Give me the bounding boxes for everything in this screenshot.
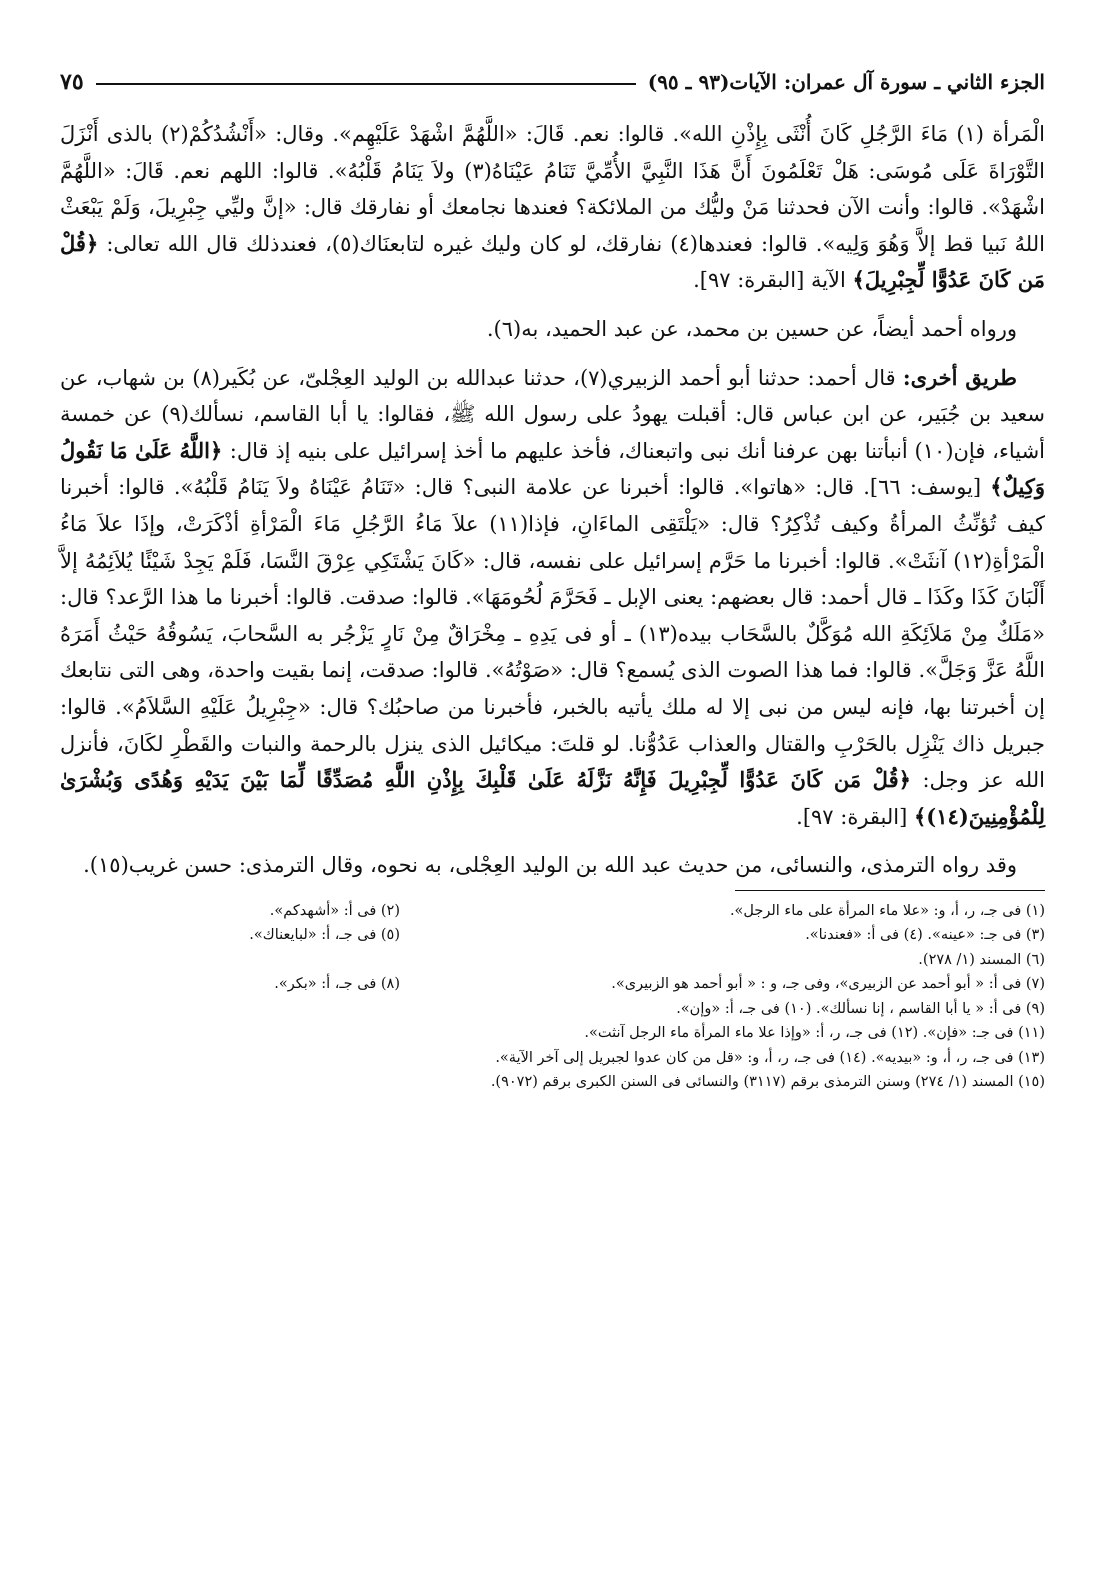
footnote <box>60 997 400 1022</box>
paragraph-text: ورواه أحمد أيضاً، عن حسين بن محمد، عن عبد الحميد، به(٦). <box>486 316 1017 341</box>
footnote <box>60 1021 400 1046</box>
paragraph-1 <box>60 116 1045 299</box>
book-page <box>60 62 1045 1095</box>
footnote-row <box>60 997 1045 1022</box>
footnote-row <box>60 923 1045 948</box>
paragraph-tail: [يوسف: ٦٦]. قال: «هاتوا». قالوا: أخبرنا عن علامة النبى؟ قال: «تَنَامُ عَيْنَاهُ ولاَ يَنَامُ قَلْبُهُ». قالوا: أخبرنا كيف تُؤنِّثُ المرأةُ وكيف تُذْكِرُ؟ قال: «يَلْتَقِى الماءَانِ، فإذا(١١) علاَ مَاءُ الرَّجُلِ مَاءَ الْمَرْأةِ أذْكَرَتْ، وإذَا علاَ مَاءُ الْمَرْأةِ(١٢) آنثَتْ». قالوا: أخبرنا ما حَرَّم إسرائيل على نفسه، قال: «كَانَ يَشْتَكِي عِرْقَ النَّسَا، فَلَمْ يَجِدْ شَيْئًا يُلاَئِمُهُ إلاَّ أَلْبَانَ كَذَا وكَذَا ـ قال أحمد: قال بعضهم: يعنى الإبل ـ فَحَرَّمَ لُحُومَهَا». قالوا: صدقت. قالوا: أخبرنا ما هذا الرَّعد؟ قال: «مَلَكٌ مِنْ مَلاَئِكَةِ الله مُوَكَّلٌ بالسَّحَاب بيده(١٣) ـ أو فى يَدِهِ ـ مِخْرَاقٌ مِنْ نَارٍ يَزْجُر به السَّحابَ، يَسُوقُهُ حَيْثُ أَمَرَهُ اللَّهُ عَزَّ وَجَلَّ». قالوا: فما هذا الصوت الذى يُسمع؟ قال: «صَوْتُهُ». قالوا: صدقت، إنما بقيت واحدة، وهى التى نتابعك إن أخبرتنا بها، فإنه ليس من نبى إلا له ملك يأتيه بالخبر، فأخبرنا من صاحبُك؟ قال: «جِبْرِيلُ عَلَيْهِ السَّلاَمُ». قالوا: جبريل ذاك يَنْزِل بالحَرْبِ والقتال والعذاب عَدُوُّنا. لو قلتَ: ميكائيل الذى ينزل بالرحمة والنبات والقَطْرِ لكَانَ، فأنزل الله عز وجل: <box>60 475 1045 793</box>
footnote: (١) فى جـ، ر، أ، و: «علا ماء المرأة على ماء الرجل». <box>729 902 1045 919</box>
header-rule <box>96 83 636 85</box>
footnote: (٨) فى جـ، أ: «بكر». <box>274 976 400 993</box>
footnote <box>60 1070 400 1095</box>
footnote: (٩) فى أ: « يا أبا القاسم ، إنا نسألك». (١٠) فى جـ، أ: «وإن». <box>676 1000 1045 1017</box>
quran-verse-2: ﴿قُلْ مَن كَانَ عَدُوًّا لِّجِبْرِيلَ فَإِنَّهُ نَزَّلَهُ عَلَىٰ قَلْبِكَ بِإِذْنِ اللَّهِ مُصَدِّقًا لِّمَا بَيْنَ يَدَيْهِ وَهُدًى وَبُشْرَىٰ لِلْمُؤْمِنِينَ(١٤)﴾ <box>60 767 1045 829</box>
paragraph-3 <box>60 360 1045 836</box>
footnote <box>60 948 400 973</box>
footnote: (١٥) المسند (١/ ٢٧٤) وسنن الترمذى برقم (٣١١٧) والنسائى فى السنن الكبرى برقم (٩٠٧٢). <box>490 1074 1045 1091</box>
paragraph-4 <box>60 847 1045 884</box>
footnote-row <box>60 972 1045 997</box>
paragraph-text: وقد رواه الترمذى، والنسائى، من حديث عبد الله بن الوليد العِجْلى، به نحوه، وقال الترمذى: حسن غريب(١٥). <box>83 853 1017 878</box>
footnote-separator <box>735 890 1045 891</box>
quran-verse: ﴿اللَّهُ عَلَىٰ مَا نَقُولُ وَكِيلٌ﴾ <box>60 437 1045 500</box>
footnote-row <box>60 899 1045 924</box>
section-lead: طريق أخرى: <box>902 364 1017 390</box>
footnote-row <box>60 1021 1045 1046</box>
footnote: (١١) فى جـ: «فإن». (١٢) فى جـ، ر، أ: «وإذا علا ماء المرأة ماء الرجل آنثت». <box>584 1025 1045 1042</box>
footnotes <box>60 899 1045 1095</box>
footnote-row <box>60 1046 1045 1071</box>
footnote: (٣) فى جـ: «عينه». (٤) فى أ: «فعندنا». <box>805 927 1045 944</box>
footnote: (٥) فى جـ، أ: «لبايعناك». <box>249 927 400 944</box>
paragraph-2 <box>60 311 1045 348</box>
footnote <box>60 1046 400 1071</box>
footnote: (٢) فى أ: «أشهدكم». <box>269 902 400 919</box>
running-header <box>60 62 1045 102</box>
footnote: (٧) فى أ: « أبو أحمد عن الزبيرى»، وفى جـ، و : « أبو أحمد هو الزبيرى». <box>611 976 1045 993</box>
paragraph-text: الْمَرأة (١) مَاءَ الرَّجُلِ كَانَ أُنْثَى بِإِذْنِ الله». قالوا: نعم. قَالَ: «اللَّهُمَّ اشْهَدْ عَلَيْهِم». وقال: «أَنْشُدُكُمْ(٢) بالذى أَنْزَلَ التَّوْرَاةَ عَلَى مُوسَى: هَلْ تَعْلَمُونَ أَنَّ هَذَا النَّبِيَّ الأُمِّيَّ تَنَامُ عَيْنَاهُ(٣) ولاَ يَنَامُ قَلْبُهُ». قالوا: اللهم نعم. قَالَ: «اللَّهُمَّ اشْهَدْ». قالوا: وأنت الآن فحدثنا مَنْ وليُّك من الملائكة؟ فعندها نجامعك أو نفارقك قال: «إنَّ وليِّي جِبْرِيلَ، وَلَمْ يَبْعَثْ اللهُ نَبيا قط إلاَّ وَهُوَ وَلِيه». قالوا: فعندها(٤) نفارقك، لو كان وليك غيره لتابعنَاك(٥)، فعندذلك قال الله تعالى: <box>60 122 1046 256</box>
footnote-row <box>60 948 1045 973</box>
paragraph-tail-2: [البقرة: ٩٧]. <box>796 804 914 829</box>
footnote: (١٣) فى جـ، ر، أ، و: «بيديه». (١٤) فى جـ، ر، أ، و: «قل من كان عدوا لجبريل إلى آخر الآية». <box>495 1049 1045 1066</box>
quran-verse: ﴿قُلْ مَن كَانَ عَدُوًّا لِّجِبْرِيلَ﴾ <box>60 230 1045 293</box>
footnote-row <box>60 1070 1045 1095</box>
header-title: الجزء الثاني ـ سورة آل عمران: الآيات(٩٣ ـ ٩٥) <box>647 70 1045 94</box>
main-text <box>60 116 1045 884</box>
paragraph-text: قال أحمد: حدثنا أبو أحمد الزبيري(٧)، حدثنا عبدالله بن الوليد العِجْلىّ، عن بُكَير(٨) بن شهاب، عن سعيد بن جُبَير، عن ابن عباس قال: أقبلت يهودُ على رسول الله ﷺ، فقالوا: يا أبا القاسم، نسألك(٩) عن خمسة أشياء، فإن(١٠) أنبأتنا بهن عرفنا أنك نبى واتبعناك، فأخذ عليهم ما أخذ إسرائيل على بنيه إذ قال: <box>60 365 1045 463</box>
page-number: ٧٥ <box>60 69 84 95</box>
paragraph-tail: الآية [البقرة: ٩٧]. <box>693 268 853 293</box>
footnote: (٦) المسند (١/ ٢٧٨). <box>918 951 1045 968</box>
